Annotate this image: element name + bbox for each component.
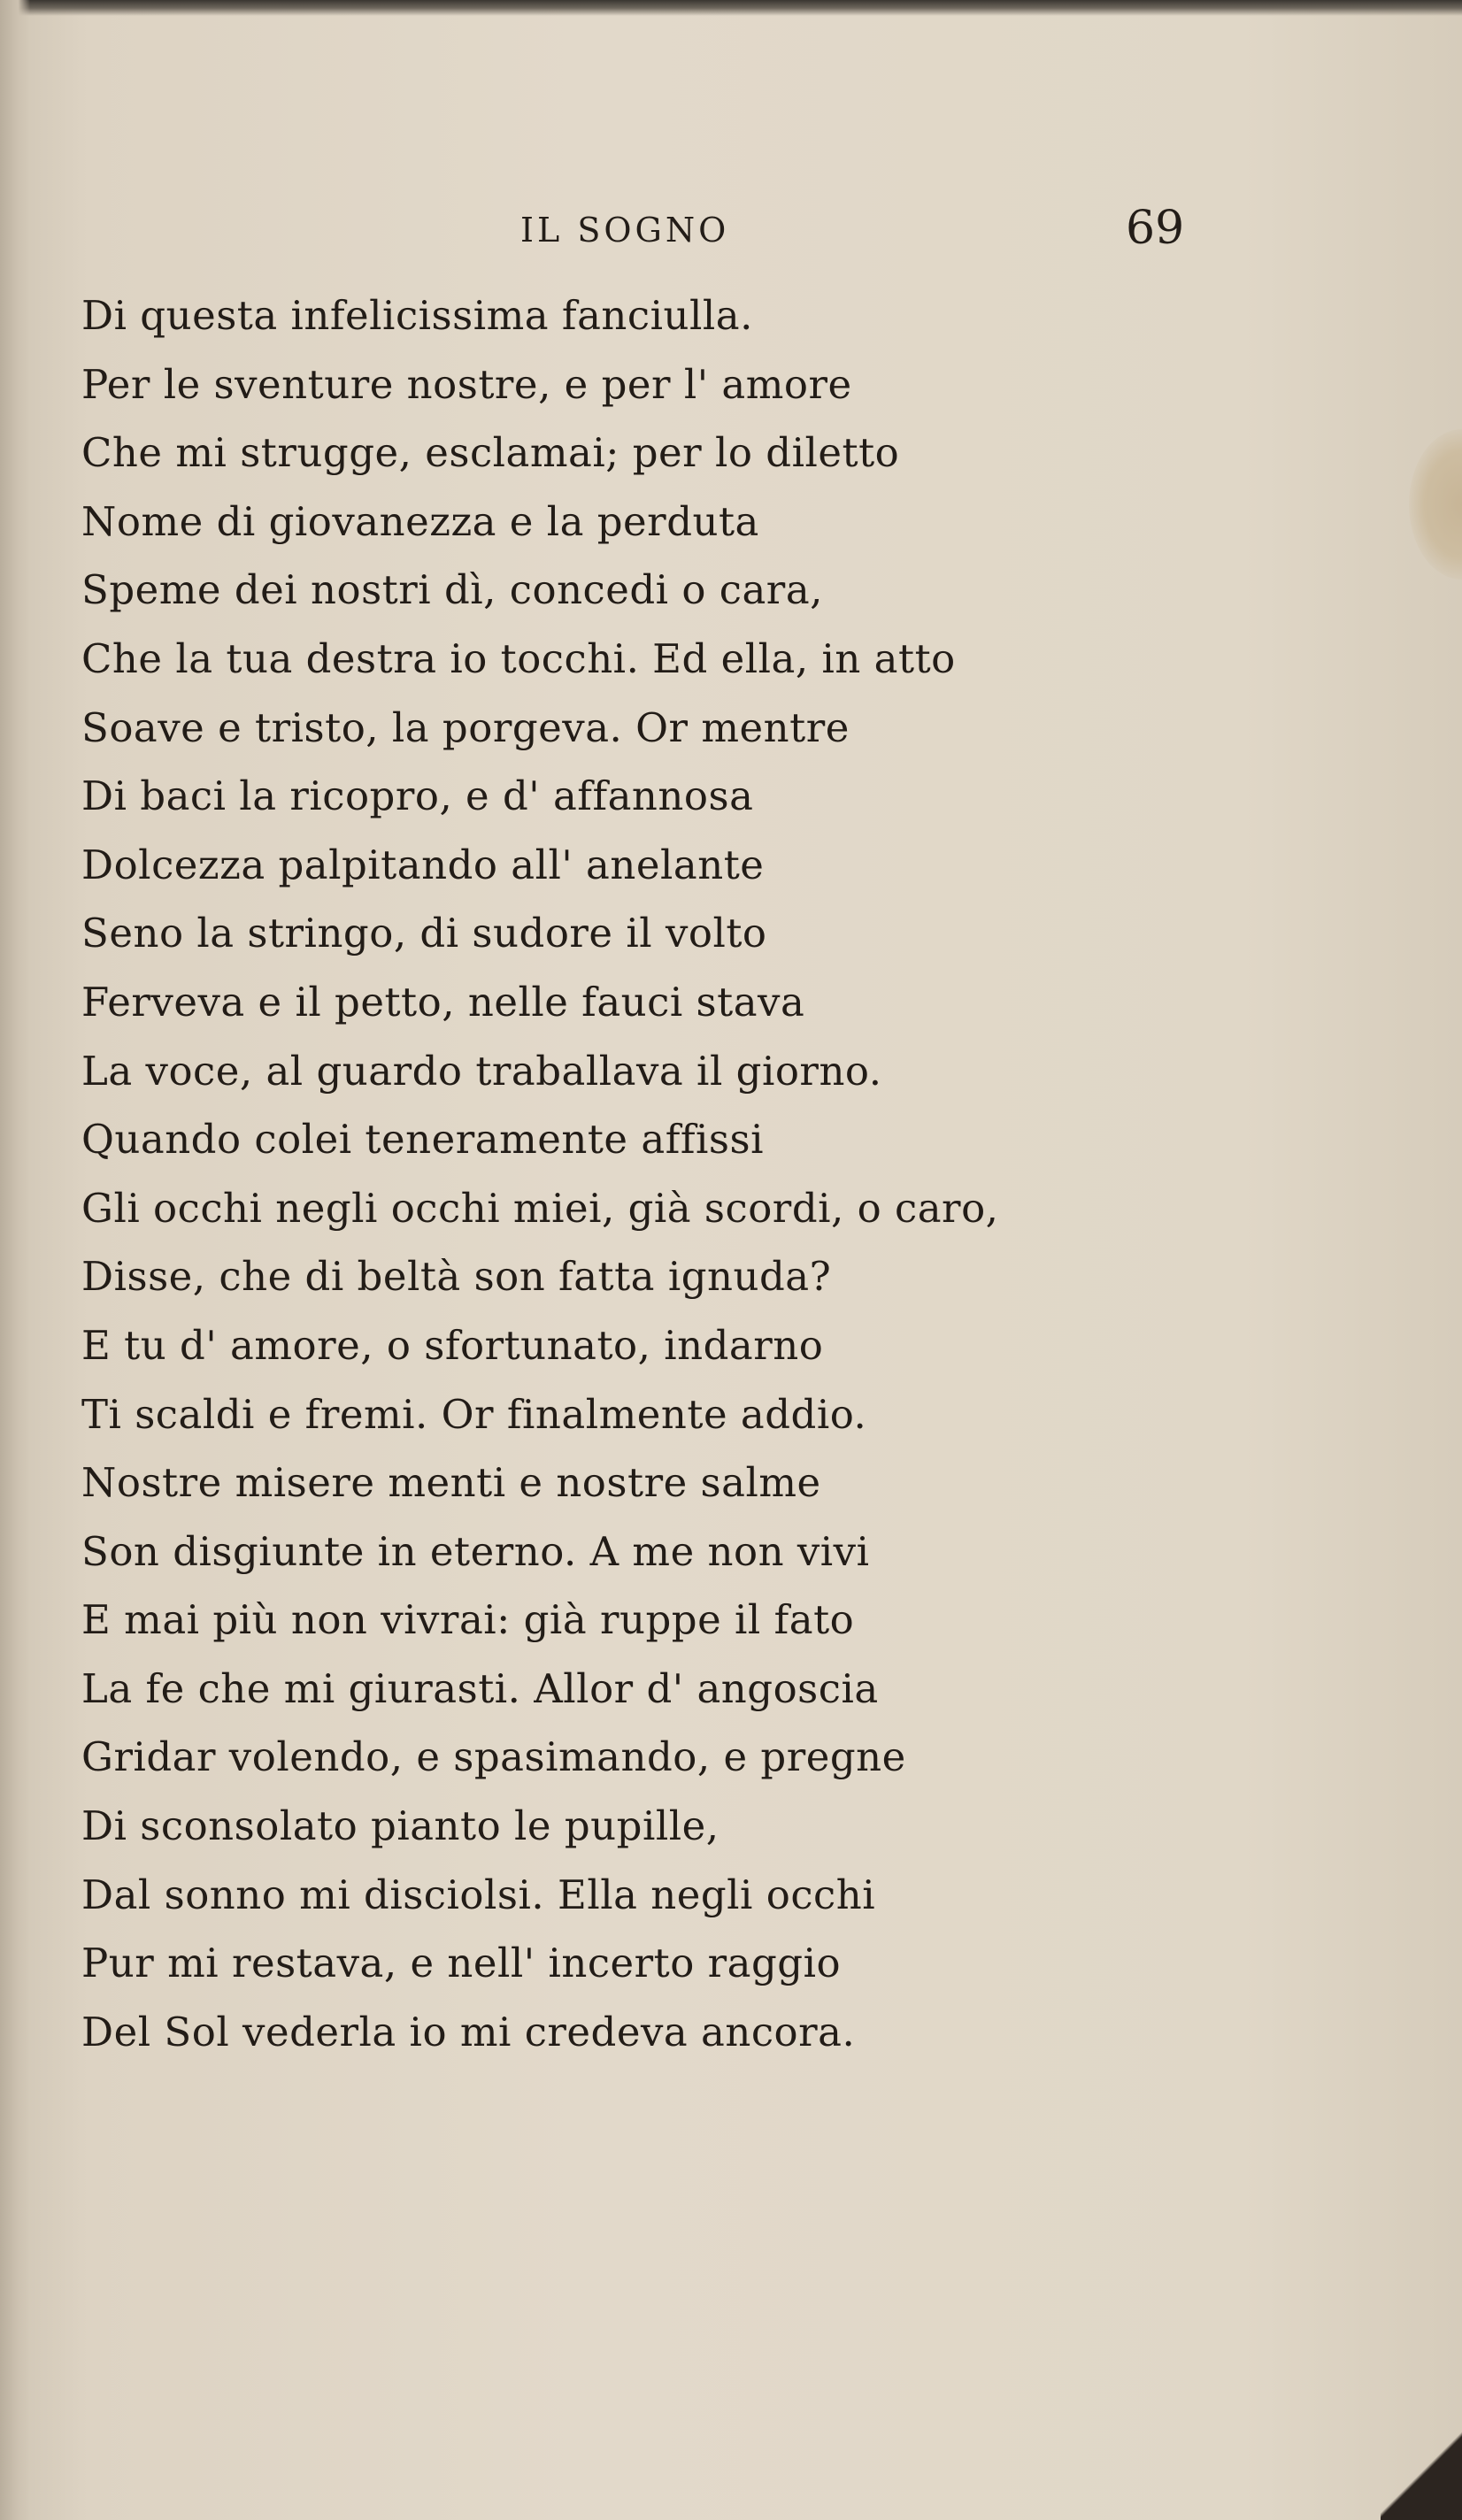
poem-line: E tu d' amore, o sfortunato, indarno <box>81 1321 824 1369</box>
poem-line: Che mi strugge, esclamai; per lo diletto <box>81 429 900 477</box>
poem-line: Gridar volendo, e spasimando, e pregne <box>81 1733 906 1781</box>
poem-line: Ferveva e il petto, nelle fauci stava <box>81 978 805 1026</box>
poem-line: La voce, al guardo traballava il giorno. <box>81 1047 882 1095</box>
poem-line: Disse, che di beltà son fatta ignuda? <box>81 1253 832 1301</box>
poem-line: Dolcezza palpitando all' anelante <box>81 841 765 888</box>
poem-line: Dal sonno mi disciolsi. Ella negli occhi <box>81 1871 876 1918</box>
poem-line: Pur mi restava, e nell' incerto raggio <box>81 1940 842 1987</box>
poem-line: Per le sventure nostre, e per l' amore <box>81 360 852 408</box>
poem-line: Speme dei nostri dì, concedi o cara, <box>81 566 823 614</box>
page-number: 69 <box>1126 202 1185 255</box>
poem-line: Nostre misere menti e nostre salme <box>81 1459 821 1507</box>
paper-stain <box>1409 429 1462 580</box>
page-top-edge <box>0 0 1462 16</box>
poem-line: Seno la stringo, di sudore il volto <box>81 910 767 957</box>
running-head <box>0 202 1462 264</box>
poem-line: Di questa infelicissima fanciulla. <box>81 292 753 339</box>
poem-line: Son disgiunte in eterno. A me non vivi <box>81 1527 870 1575</box>
poem-line: Quando colei teneramente affissi <box>81 1116 764 1164</box>
poem-line: Gli occhi negli occhi miei, già scordi, o caro, <box>81 1184 999 1232</box>
poem-line: E mai più non vivrai: già ruppe il fato <box>81 1596 855 1644</box>
poem-line: Nome di giovanezza e la perduta <box>81 497 759 545</box>
page-gutter-edge <box>0 0 30 2520</box>
poem-line: Che la tua destra io tocchi. Ed ella, in atto <box>81 634 956 682</box>
poem-line: Soave e tristo, la porgeva. Or mentre <box>81 703 850 751</box>
poem-line: La fe che mi giurasti. Allor d' angoscia <box>81 1664 879 1712</box>
page-corner-shadow <box>1381 2389 1462 2520</box>
poem-text <box>81 281 998 2066</box>
poem-line: Del Sol vederla io mi credeva ancora. <box>81 2008 856 2055</box>
poem-line: Di baci la ricopro, e d' affannosa <box>81 772 754 820</box>
poem-line: Di sconsolato pianto le pupille, <box>81 1802 719 1850</box>
running-title: IL SOGNO <box>520 211 730 250</box>
poem-line: Ti scaldi e fremi. Or finalmente addio. <box>81 1390 867 1438</box>
